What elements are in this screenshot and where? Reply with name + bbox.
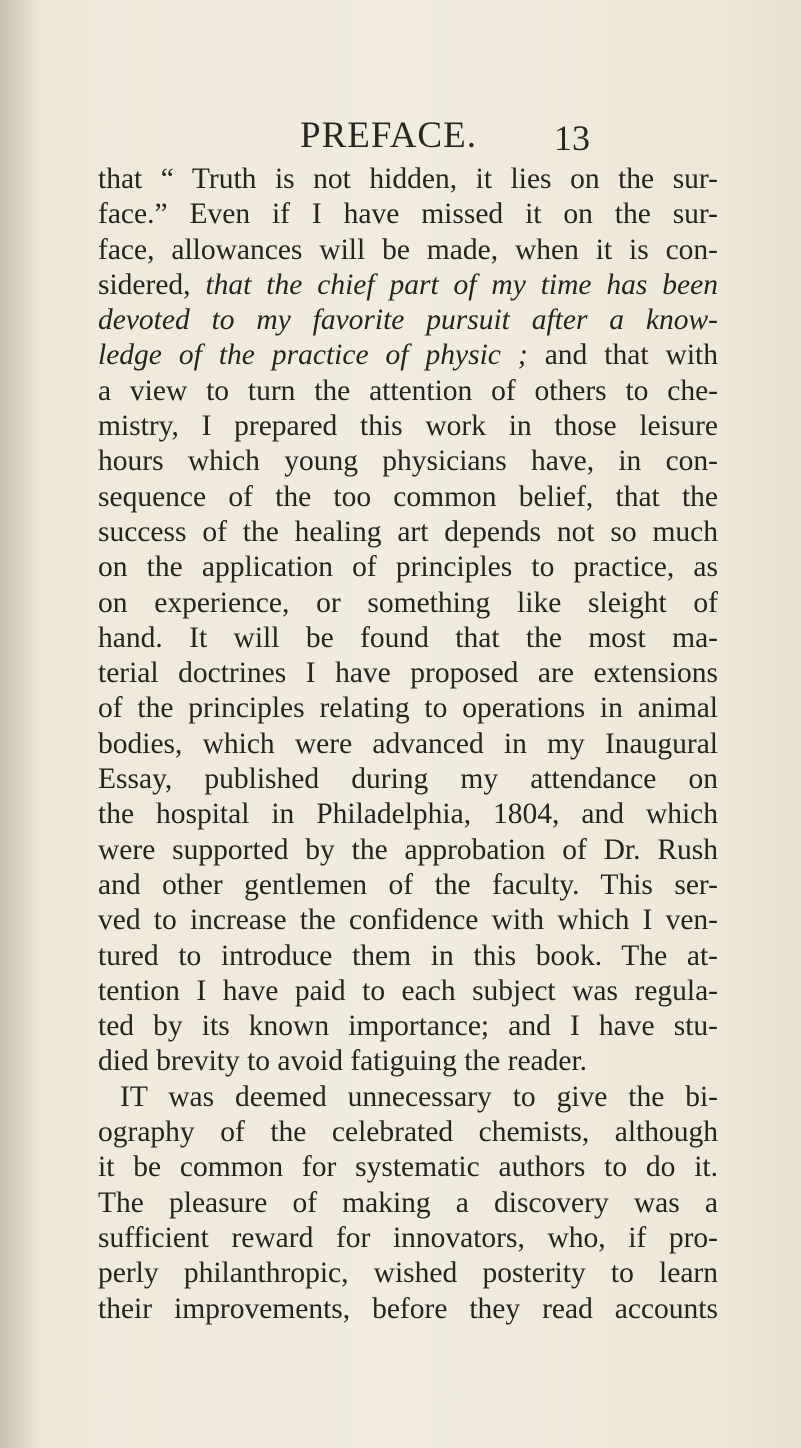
text-run: tured to introduce them in this book. The at- (98, 939, 718, 972)
text-line (98, 939, 718, 974)
text-run: sidered, (98, 268, 206, 301)
text-line (98, 762, 718, 797)
text-line (98, 1292, 718, 1327)
text-run: and that with (527, 339, 718, 372)
text-line (98, 1221, 718, 1256)
italic-run: ledge of the practice of physic ; (98, 339, 528, 372)
text-run: perly philanthropic, wished posterity to learn (98, 1257, 718, 1290)
text-line (98, 974, 718, 1009)
text-run: were supported by the approbation of Dr. Rush (98, 833, 718, 866)
text-run: face.” Even if I have missed it on the sur- (98, 198, 718, 231)
text-run: it be common for systematic authors to do it. (98, 1151, 718, 1184)
text-line (98, 797, 718, 832)
text-run: success of the healing art depends not so much (98, 515, 718, 548)
italic-run: devoted to my favorite pursuit after a know- (98, 304, 718, 337)
text-run: and other gentlemen of the faculty. This ser- (98, 868, 718, 901)
text-line (98, 621, 718, 656)
page-header (0, 112, 801, 162)
text-line (98, 691, 718, 726)
italic-run: that the chief part of my time has been (205, 268, 718, 301)
text-line (98, 1256, 718, 1291)
text-line (98, 444, 718, 479)
text-run: a view to turn the attention of others to che- (98, 374, 718, 407)
text-line (98, 338, 718, 373)
running-title: PREFACE. (300, 115, 477, 156)
text-run: sequence of the too common belief, that the (98, 480, 718, 513)
page-number: 13 (554, 118, 590, 158)
text-line (98, 1009, 718, 1044)
text-line (98, 1044, 718, 1079)
text-line (98, 1150, 718, 1185)
text-line (98, 162, 718, 197)
text-line (98, 868, 718, 903)
text-line (98, 409, 718, 444)
text-line (98, 1115, 718, 1150)
text-run: tention I have paid to each subject was regula- (98, 974, 718, 1007)
text-run: on experience, or something like sleight of (98, 586, 718, 619)
text-line (98, 550, 718, 585)
text-run: ved to increase the confidence with which I ven- (98, 904, 718, 937)
text-run: mistry, I prepared this work in those leisure (98, 410, 718, 443)
page-edge-shadow (0, 0, 40, 1448)
text-run: died brevity to avoid fatiguing the reader. (98, 1045, 588, 1078)
text-run: The pleasure of making a discovery was a (98, 1186, 718, 1219)
text-run: face, allowances will be made, when it is con- (98, 233, 718, 266)
text-run: hand. It will be found that the most ma- (98, 621, 718, 654)
text-line (98, 586, 718, 621)
text-run: Essay, published during my attendance on (98, 763, 718, 796)
text-run: hours which young physicians have, in con- (98, 445, 718, 478)
text-line (98, 833, 718, 868)
text-run: bodies, which were advanced in my Inaugural (98, 727, 718, 760)
text-run: their improvements, before they read accounts (98, 1292, 718, 1325)
text-line (98, 233, 718, 268)
text-line (98, 303, 718, 338)
text-run: on the application of principles to practice, as (98, 551, 718, 584)
text-run: of the principles relating to operations in animal (98, 692, 718, 725)
text-line (98, 903, 718, 938)
text-run: ted by its known importance; and I have stu- (98, 1010, 718, 1043)
text-line (98, 480, 718, 515)
text-run: the hospital in Philadelphia, 1804, and which (98, 798, 718, 831)
text-run: that “ Truth is not hidden, it lies on the sur- (98, 163, 718, 195)
text-run: sufficient reward for innovators, who, if pro- (98, 1221, 718, 1254)
body-text (98, 162, 718, 1327)
text-run: terial doctrines I have proposed are extensions (98, 657, 718, 690)
text-line (98, 727, 718, 762)
text-line (98, 656, 718, 691)
text-line (98, 1186, 718, 1221)
text-line (98, 374, 718, 409)
text-run: ography of the celebrated chemists, although (98, 1116, 718, 1149)
text-line (98, 197, 718, 232)
text-line (98, 268, 718, 303)
text-line (98, 1080, 718, 1115)
text-line (98, 515, 718, 550)
text-run: IT was deemed unnecessary to give the bi- (120, 1080, 718, 1113)
